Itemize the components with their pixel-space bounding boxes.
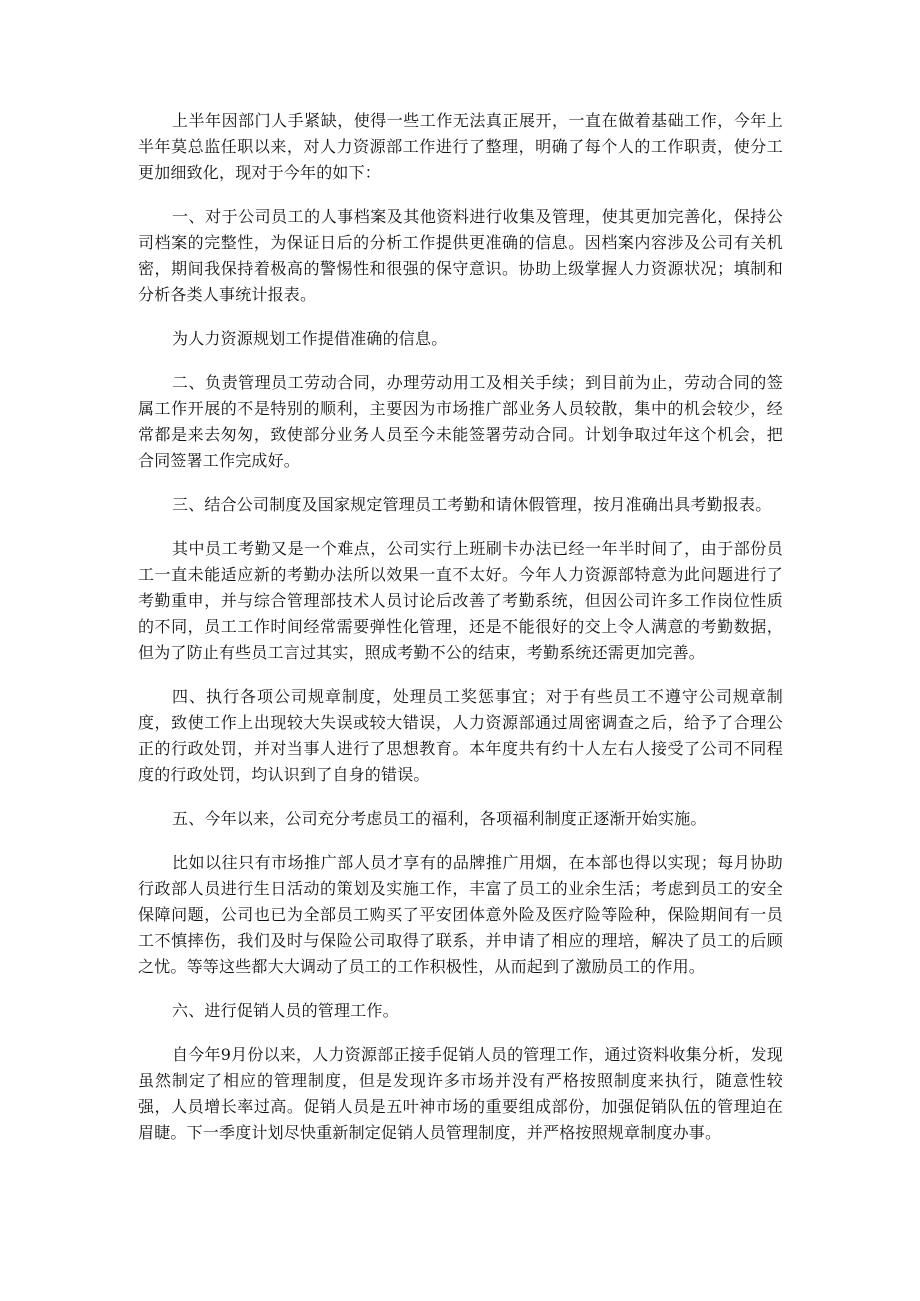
paragraph-item-1: 一、对于公司员工的人事档案及其他资料进行收集及管理，使其更加完善化，保持公司档案的完整性，为保证日后的分析工作提供更准确的信息。因档案内容涉及公司有关机密，期间我保持着极高的警惕性和很强的保守意识。协助上级掌握人力资源状况；填制和分析各类人事统计报表。 — [138, 207, 783, 304]
paragraph-item-6-detail: 自今年9月份以来，人力资源部正接手促销人员的管理工作，通过资料收集分析，发现虽然制定了相应的管理制度，但是发现许多市场并没有严格按照制度来执行，随意性较强，人员增长率过高。促销人员是五叶神市场的重要组成部份，加强促销队伍的管理迫在眉睫。下一季度计划尽快重新制定促销人员管理制度，并严格按照规章制度办事。 — [138, 1045, 783, 1142]
paragraph-item-1-note: 为人力资源规划工作提借准确的信息。 — [172, 329, 448, 348]
document-body — [138, 108, 783, 1164]
paragraph-item-5: 五、今年以来，公司充分考虑员工的福利，各项福利制度正逐渐开始实施。 — [172, 809, 707, 828]
paragraph-intro: 上半年因部门人手紧缺，使得一些工作无法真正展开，一直在做着基础工作，今年上半年莫总监任职以来，对人力资源部工作进行了整理，明确了每个人的工作职责，使分工更加细致化，现对于今年的如下： — [138, 111, 783, 182]
paragraph-item-5-detail: 比如以往只有市场推广部人员才享有的品牌推广用烟，在本部也得以实现；每月协助行政部人员进行生日活动的策划及实施工作，丰富了员工的业余生活；考虑到员工的安全保障问题，公司也已为全部员工购买了平安团体意外险及医疗险等险种，保险期间有一员工不慎摔伤，我们及时与保险公司取得了联系，并申请了相应的理培，解决了员工的后顾之忧。等等这些都大大调动了员工的工作积极性，从而起到了激励员工的作用。 — [138, 853, 783, 976]
paragraph-item-6: 六、进行促销人员的管理工作。 — [172, 1001, 399, 1020]
paragraph-item-3: 三、结合公司制度及国家规定管理员工考勤和请休假管理，按月准确出具考勤报表。 — [172, 495, 772, 514]
paragraph-item-2: 二、负责管理员工劳动合同，办理劳动用工及相关手续；到目前为止，劳动合同的签属工作开展的不是特别的顺利，主要因为市场推广部业务人员较散，集中的机会较少，经常都是来去匆匆，致使部分业务人员至今未能签署劳动合同。计划争取过年这个机会，把合同签署工作完成好。 — [138, 373, 783, 470]
paragraph-item-4: 四、执行各项公司规章制度，处理员工奖惩事宜；对于有些员工不遵守公司规章制度，致使工作上出现较大失误或较大错误，人力资源部通过周密调查之后，给予了合理公正的行政处罚，并对当事人进行了思想教育。本年度共有约十人左右人接受了公司不同程度的行政处罚，均认识到了自身的错误。 — [138, 687, 783, 784]
paragraph-item-3-detail: 其中员工考勤又是一个难点，公司实行上班刷卡办法已经一年半时间了，由于部份员工一直未能适应新的考勤办法所以效果一直不太好。今年人力资源部特意为此问题进行了考勤重申，并与综合管理部技术人员讨论后改善了考勤系统，但因公司许多工作岗位性质的不同，员工工作时间经常需要弹性化管理，还是不能很好的交上令人满意的考勤数据，但为了防止有些员工言过其实，照成考勤不公的结束，考勤系统还需更加完善。 — [138, 539, 783, 662]
